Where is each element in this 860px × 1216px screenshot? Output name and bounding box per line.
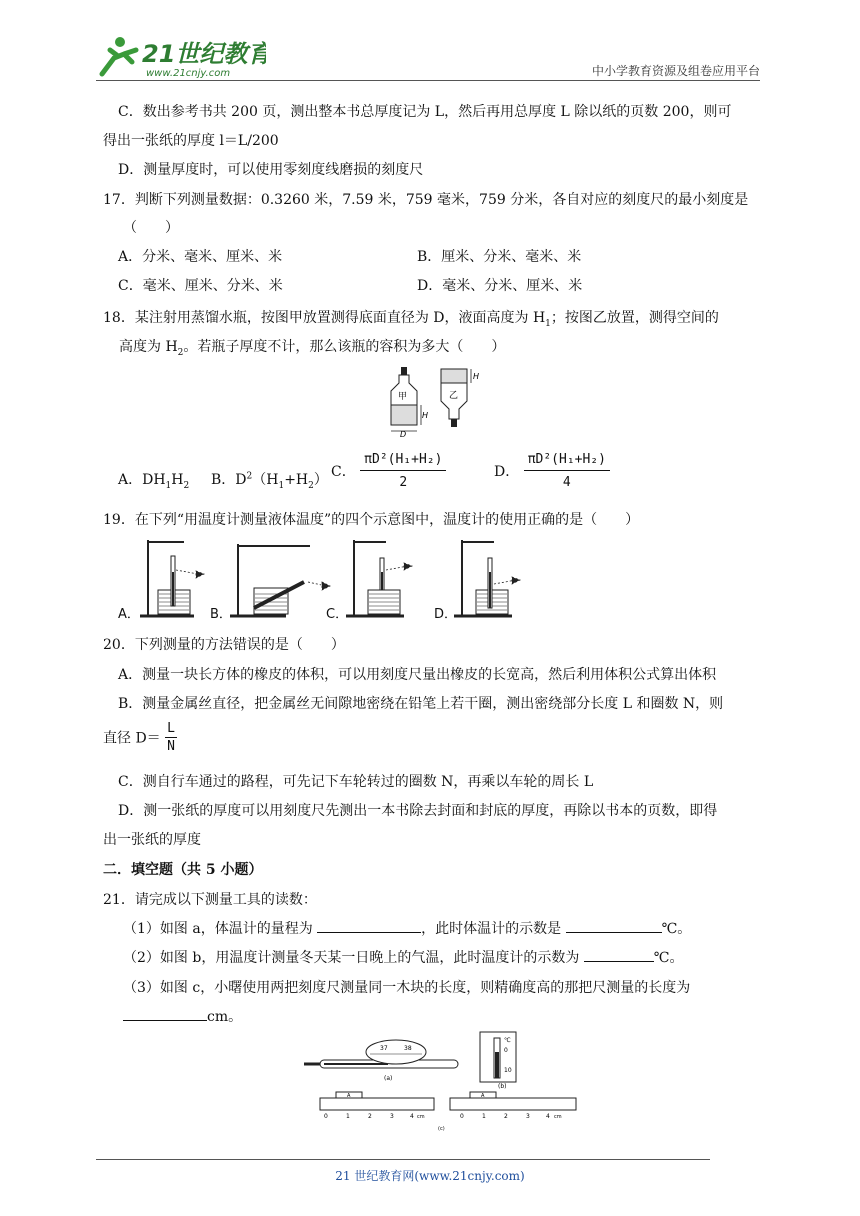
q17-option-c: C．毫米、厘米、分米、米 xyxy=(118,278,283,294)
q18-option-c: C． $\frac{\text{πD²(H₁+H₂)}}{2}$ xyxy=(331,452,446,490)
q20-option-b-line1: B．测量金属丝直径，把金属丝无间隙地密绕在铅笔上若干圈，测出密绕部分长度 L 和圈数 N，则 xyxy=(118,696,724,712)
svg-text:1: 1 xyxy=(346,1113,350,1120)
q21-p3-blank[interactable] xyxy=(123,1020,207,1021)
q19-figure-d xyxy=(434,540,520,620)
q20-option-b-line2: 直径 D＝ $\frac{L}{N}$ xyxy=(103,721,175,754)
q18-option-a: A．$DH_1H_2$ xyxy=(118,472,190,491)
svg-text:cm: cm xyxy=(417,1114,425,1120)
svg-text:A: A xyxy=(347,1093,351,1099)
svg-text:10: 10 xyxy=(504,1067,512,1074)
svg-text:2: 2 xyxy=(368,1113,372,1120)
q16-option-c-line1: C．数出参考书共 200 页，测出整本书总厚度记为 L，然后再用总厚度 L 除以纸的页数 200，则可 xyxy=(118,104,732,120)
svg-text:甲: 甲 xyxy=(398,392,408,402)
q17-option-b: B．厘米、分米、毫米、米 xyxy=(417,249,582,265)
section-title: 二．填空题（共 5 小题） xyxy=(103,862,263,878)
svg-text:0: 0 xyxy=(460,1113,464,1120)
svg-text:37: 37 xyxy=(380,1045,388,1052)
bottle-jia xyxy=(391,367,428,437)
bottle-yi xyxy=(441,369,479,427)
svg-text:乙: 乙 xyxy=(449,391,459,401)
q20-stem: 20．下列测量的方法错误的是（ ） xyxy=(103,637,345,653)
q18-stem-line1: 18．某注射用蒸馏水瓶，按图甲放置测得底面直径为 D，液面高度为 $H_1$；按图乙放置，测得空间的 xyxy=(103,310,719,329)
q21-figures xyxy=(300,1030,590,1138)
q19-figure-c xyxy=(326,540,412,620)
svg-text:0: 0 xyxy=(504,1047,508,1054)
footer-divider xyxy=(96,1159,710,1160)
svg-text:A．: A． xyxy=(118,607,140,620)
svg-text:(b): (b) xyxy=(498,1083,507,1090)
svg-text:D．: D． xyxy=(434,607,458,620)
svg-text:0: 0 xyxy=(324,1113,328,1120)
q18-stem-line2: 高度为 $H_2$。若瓶子厚度不计，那么该瓶的容积为多大（ ） xyxy=(119,339,506,358)
q21-p1-blank1[interactable] xyxy=(317,932,421,933)
svg-text:H: H xyxy=(473,372,480,381)
q21-part3-line2: cm。 xyxy=(123,1006,242,1026)
q20-option-c: C．测自行车通过的路程，可先记下车轮转过的圈数 N，再乘以车轮的周长 L xyxy=(118,774,594,790)
q18-option-b: B．$D^2(H_1+H_2)$ xyxy=(211,471,328,491)
q21-p2-blank[interactable] xyxy=(584,961,654,962)
q17-option-a: A．分米、毫米、厘米、米 xyxy=(118,249,283,265)
q18-option-d: D． $\frac{\text{πD²(H₁+H₂)}}{4}$ xyxy=(494,452,610,490)
svg-text:4: 4 xyxy=(410,1113,414,1120)
svg-text:A: A xyxy=(481,1093,485,1099)
q21-figure-a-body-thermometer xyxy=(304,1040,458,1082)
q18-bottle-figure xyxy=(385,365,495,441)
svg-text:B．: B． xyxy=(210,607,232,620)
svg-text:4: 4 xyxy=(546,1113,550,1120)
q21-p1-blank2[interactable] xyxy=(566,932,662,933)
q21-part3-line1: （3）如图 c，小曙使用两把刻度尺测量同一木块的长度，则精确度高的那把尺测量的长度为 xyxy=(123,980,691,996)
logo-text: 21世纪教育 xyxy=(142,40,266,68)
q19-figures xyxy=(118,536,538,624)
svg-text:cm: cm xyxy=(554,1114,562,1120)
q16-option-d: D．测量厚度时，可以使用零刻度线磨损的刻度尺 xyxy=(118,162,424,178)
q21-part1: （1）如图 a，体温计的量程为 ，此时体温计的示数是 ℃。 xyxy=(123,921,692,937)
svg-text:38: 38 xyxy=(404,1045,412,1052)
header-divider xyxy=(96,80,760,81)
svg-text:D: D xyxy=(400,430,407,437)
svg-text:H: H xyxy=(422,411,429,420)
q16-option-c-line2: 得出一张纸的厚度 l＝L/200 xyxy=(103,133,279,149)
site-logo xyxy=(96,34,266,80)
q17-paren: （ ） xyxy=(123,220,179,236)
ruler-2 xyxy=(450,1092,576,1120)
q20-option-a: A．测量一块长方体的橡皮的体积，可以用刻度尺量出橡皮的长宽高，然后利用体积公式算出体积 xyxy=(118,667,717,683)
q20-b-fraction: $\frac{L}{N}$ xyxy=(167,721,175,754)
q20-option-d-line1: D．测一张纸的厚度可以用刻度尺先测出一本书除去封面和封底的厚度，再除以书本的页数，即得 xyxy=(118,803,718,819)
q19-stem: 19．在下列“用温度计测量液体温度”的四个示意图中，温度计的使用正确的是（ ） xyxy=(103,512,640,528)
q18-c-fraction: $\frac{\text{πD²(H₁+H₂)}}{2}$ xyxy=(360,452,446,490)
svg-text:(c): (c) xyxy=(438,1126,445,1132)
q19-figure-a xyxy=(118,540,204,620)
svg-text:3: 3 xyxy=(390,1113,394,1120)
runner-icon xyxy=(102,37,136,74)
q20-option-d-line2: 出一张纸的厚度 xyxy=(103,832,201,848)
q21-figure-c-rulers xyxy=(320,1092,576,1132)
logo-url: www.21cnjy.com xyxy=(146,68,231,79)
footer-text: 21 世纪教育网(www.21cnjy.com) xyxy=(335,1169,525,1183)
q21-figure-b-thermometer xyxy=(480,1032,516,1090)
q17-option-d: D．毫米、分米、厘米、米 xyxy=(417,278,583,294)
svg-text:3: 3 xyxy=(526,1113,530,1120)
q19-figure-b xyxy=(210,544,330,620)
svg-text:2: 2 xyxy=(504,1113,508,1120)
q18-d-fraction: $\frac{\text{πD²(H₁+H₂)}}{4}$ xyxy=(524,452,610,490)
q21-stem: 21．请完成以下测量工具的读数： xyxy=(103,892,317,908)
svg-text:(a): (a) xyxy=(384,1075,393,1082)
q21-part2: （2）如图 b，用温度计测量冬天某一日晚上的气温，此时温度计的示数为 ℃。 xyxy=(123,950,684,966)
q17-stem: 17．判断下列测量数据：0.3260 米，7.59 米，759 毫米，759 分米，各自对应的刻度尺的最小刻度是 xyxy=(103,192,749,208)
ruler-1 xyxy=(320,1092,434,1120)
svg-text:℃: ℃ xyxy=(504,1037,511,1044)
svg-text:1: 1 xyxy=(482,1113,486,1120)
svg-text:C．: C． xyxy=(326,607,349,620)
header-platform-text: 中小学教育资源及组卷应用平台 xyxy=(591,64,760,78)
